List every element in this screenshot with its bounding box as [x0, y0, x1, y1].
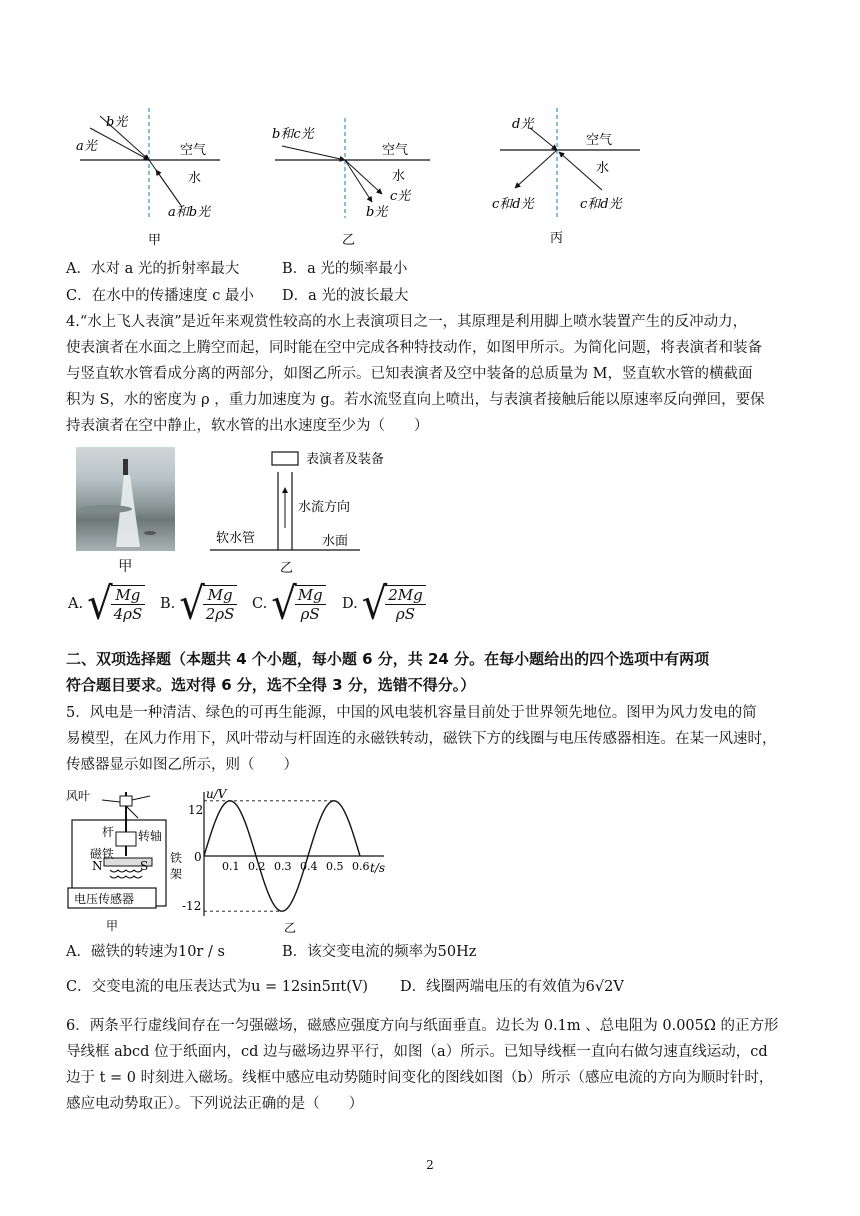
q5-frame1-label: 铁 — [170, 851, 183, 865]
q5-fig-a-label: 甲 — [106, 919, 119, 933]
q5-option-a[interactable]: A．磁铁的转速为10r / s — [66, 944, 225, 960]
fig3a-water: 水 — [188, 171, 202, 186]
q3-option-a[interactable]: A．水对 a 光的折射率最大 — [66, 261, 240, 277]
fig3b-water: 水 — [392, 169, 406, 184]
q4-hose-label: 软水管 — [216, 531, 256, 546]
q5-line1: 5．风电是一种清洁、绿色的可再生能源，中国的风电装机容量目前处于世界领先地位。图甲为风力发电的简 — [66, 705, 757, 721]
q4-option-a[interactable]: A. √ $\frac{Mg}{4\rho S}$ — [68, 584, 145, 624]
q6-line4: 感应电动势取正）。下列说法正确的是（ ） — [66, 1096, 364, 1112]
fig3b-label: 乙 — [342, 233, 356, 248]
q5-xlabel: t/s — [370, 861, 386, 875]
q3-option-c[interactable]: C．在水中的传播速度 c 最小 — [66, 288, 254, 304]
q4-line1: 4.“水上飞人表演”是近年来观赏性较高的水上表演项目之一，其原理是利用脚上喷水装置产生的反冲动力， — [66, 314, 748, 330]
q6-line3: 边于 t = 0 时刻进入磁场。线框中感应电动势随时间变化的图线如图（b）所示（感应电流的方向为顺时针时， — [66, 1070, 774, 1086]
section2-line2: 符合题目要求。选对得 6 分，选不全得 3 分，选错不得分。） — [66, 676, 476, 694]
q5-option-b[interactable]: B．该交变电流的频率为50Hz — [282, 944, 477, 960]
q5-blade-label: 风叶 — [66, 789, 91, 803]
q4-line3: 与竖直软水管看成分离的两部分，如图乙所示。已知表演者及空中装备的总质量为 M，竖直软水管的横截面 — [66, 366, 753, 382]
q5-line3: 传感器显示如图乙所示，则（ ） — [66, 757, 298, 773]
q5-magnet-label: 磁铁 — [90, 847, 115, 861]
q4-photo — [76, 447, 175, 551]
fig3c — [492, 108, 640, 246]
q4-option-c[interactable]: C. √ $\frac{Mg}{\rho S}$ — [252, 584, 326, 624]
section2-line1: 二、双项选择题（本题共 4 个小题，每小题 6 分，共 24 分。在每小题给出的四个选项中有两项 — [66, 650, 710, 668]
q4-fig-a-label: 甲 — [118, 559, 133, 575]
q5-shaft-label: 转轴 — [138, 829, 163, 843]
x-tick-0.1: 0.1 — [222, 860, 240, 873]
x-tick-0.3: 0.3 — [274, 860, 292, 873]
fig3b-air: 空气 — [382, 143, 409, 158]
q6-line1: 6．两条平行虚线间存在一匀强磁场，磁感应强度方向与纸面垂直。边长为 0.1m 、总电阻为 0.005Ω 的正方形 — [66, 1018, 779, 1034]
q4-line5: 持表演者在空中静止，软水管的出水速度至少为（ ） — [66, 418, 429, 434]
fig3b-b-light: b光 — [366, 205, 388, 220]
q5-origin: 0 — [194, 850, 202, 864]
q5-generator-figure — [66, 786, 196, 936]
q6-line2: 导线框 abcd 位于纸面内，cd 边与磁场边界平行，如图（a）所示。已知导线框一直向右做匀速直线运动，cd — [66, 1044, 768, 1060]
q4-performer-label: 表演者及装备 — [306, 452, 385, 467]
q5-N-label: N — [92, 859, 103, 873]
fig3b — [272, 118, 430, 248]
q5-S-label: S — [140, 859, 149, 873]
page-number: 2 — [426, 1158, 434, 1172]
q5-sensor-label: 电压传感器 — [74, 892, 135, 906]
x-tick-0.2: 0.2 — [248, 860, 266, 873]
x-tick-0.5: 0.5 — [326, 860, 344, 873]
q5-line2: 易模型，在风力作用下，风叶带动与杆固连的永磁铁转动，磁铁下方的线圈与电压传感器相连。在某一风速时， — [66, 731, 777, 747]
water-jet-drawing — [76, 447, 175, 551]
q5-rod-label: 杆 — [102, 825, 115, 839]
q5-ylabel: u/V — [206, 787, 227, 801]
fig3a — [76, 108, 220, 248]
q5-frame2-label: 架 — [170, 867, 183, 881]
fig3c-cd-left: c和d光 — [492, 197, 534, 212]
fig3a-air: 空气 — [180, 143, 207, 158]
q5-ytick-neg: -12 — [182, 899, 202, 913]
fig3b-bc-light: b和c光 — [272, 127, 314, 142]
q4-option-b[interactable]: B. √ $\frac{Mg}{2\rho S}$ — [160, 584, 237, 624]
fig3c-water: 水 — [596, 161, 610, 176]
q4-line4: 积为 S，水的密度为 ρ ，重力加速度为 g。若水流竖直向上喷出，与表演者接触后能以原速率反向弹回，要保 — [66, 392, 765, 408]
q4-surface-label: 水面 — [322, 534, 349, 549]
q4-flow-label: 水流方向 — [298, 500, 351, 515]
q5-fig-b-label: 乙 — [284, 921, 297, 935]
q4-diagram — [210, 448, 385, 578]
q3-option-d[interactable]: D．a 光的波长最大 — [282, 288, 409, 304]
fig3b-c-light: c光 — [390, 189, 411, 204]
q4-line2: 使表演者在水面之上腾空而起，同时能在空中完成各种特技动作，如图甲所示。为简化问题，将表演者和装备 — [66, 340, 762, 356]
q3-refraction-figures — [60, 108, 660, 248]
q5-ytick-pos: 12 — [188, 803, 204, 817]
x-tick-0.6: 0.6 — [352, 860, 370, 873]
fig3a-b-light: b光 — [106, 115, 128, 130]
q4-option-d[interactable]: D. √ $\frac{2Mg}{\rho S}$ — [342, 584, 426, 624]
x-tick-0.4: 0.4 — [300, 860, 318, 873]
q5-option-c[interactable]: C．交变电流的电压表达式为u = 12sin5πt(V) — [66, 979, 369, 995]
fig3a-ab-light: a和b光 — [168, 205, 211, 220]
fig3a-a-light: a光 — [76, 139, 97, 154]
fig3c-d-light: d光 — [512, 117, 534, 132]
fig3c-cd-right: c和d光 — [580, 197, 622, 212]
q3-option-b[interactable]: B．a 光的频率最小 — [282, 261, 408, 277]
q5-ut-chart — [184, 786, 394, 936]
fig3c-label: 丙 — [550, 231, 564, 246]
q5-option-d[interactable]: D．线圈两端电压的有效值为6√2V — [400, 979, 624, 995]
fig3c-air: 空气 — [586, 133, 613, 148]
q4-fig-b-label: 乙 — [280, 561, 294, 576]
fig3a-label: 甲 — [148, 233, 162, 248]
